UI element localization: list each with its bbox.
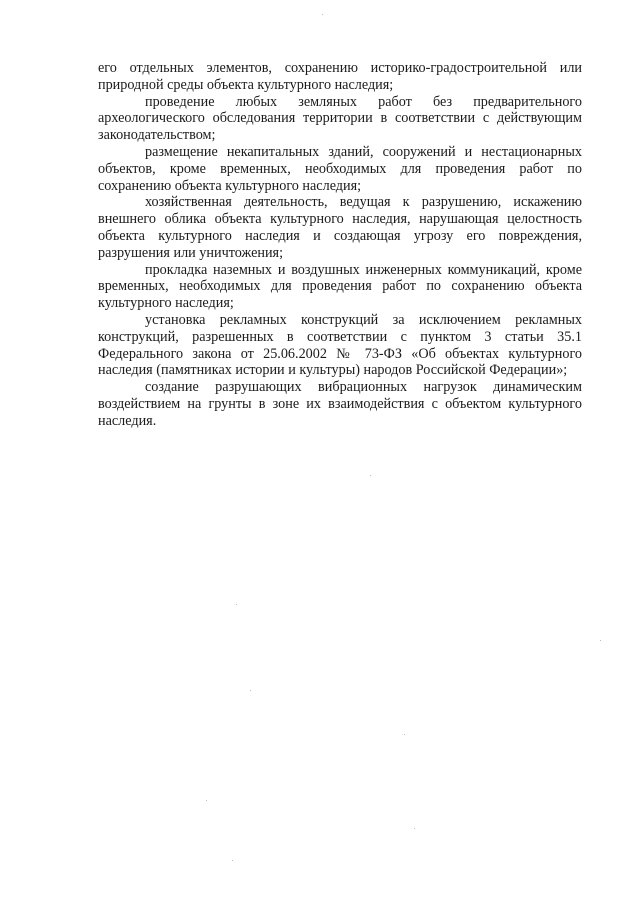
scan-speck	[404, 734, 405, 735]
scan-speck	[370, 475, 371, 476]
scan-speck	[600, 640, 601, 641]
scan-speck	[414, 828, 415, 829]
scan-speck	[232, 860, 233, 861]
paragraph-advertising-structures: установка рекламных конструкций за исключением рекламных конструкций, разрешенных в соответствии с пунктом 3 статьи 35.1 Федерального закона от 25.06.2002 № 73-ФЗ «Об объектах культурного наследия (памятниках истории и культуры) народов Российской Федерации»;	[98, 311, 582, 379]
scan-speck	[206, 800, 207, 801]
document-body	[98, 60, 582, 430]
paragraph-economic-activity: хозяйственная деятельность, ведущая к разрушению, искажению внешнего облика объекта культурного наследия, нарушающая целостность объекта культурного наследия и создающая угрозу его повреждения, разрушения или уничтожения;	[98, 194, 582, 261]
paragraph-temporary-buildings: размещение некапитальных зданий, сооружений и нестационарных объектов, кроме временных, необходимых для проведения работ по сохранению объекта культурного наследия;	[98, 143, 582, 194]
scan-speck	[250, 690, 251, 691]
paragraph-continuation: его отдельных элементов, сохранению историко-градостроительной или природной среды объекта культурного наследия;	[98, 60, 582, 93]
scan-speck	[322, 14, 323, 15]
paragraph-utility-lines: прокладка наземных и воздушных инженерных коммуникаций, кроме временных, необходимых для проведения работ по сохранению объекта культурного наследия;	[98, 261, 582, 312]
scan-speck	[236, 604, 237, 605]
paragraph-earthworks: проведение любых земляных работ без предварительного археологического обследования территории в соответствии с действующим законодательством;	[98, 93, 582, 144]
paragraph-vibration-loads: создание разрушающих вибрационных нагрузок динамическим воздействием на грунты в зоне их взаимодействия с объектом культурного наследия.	[98, 379, 582, 429]
